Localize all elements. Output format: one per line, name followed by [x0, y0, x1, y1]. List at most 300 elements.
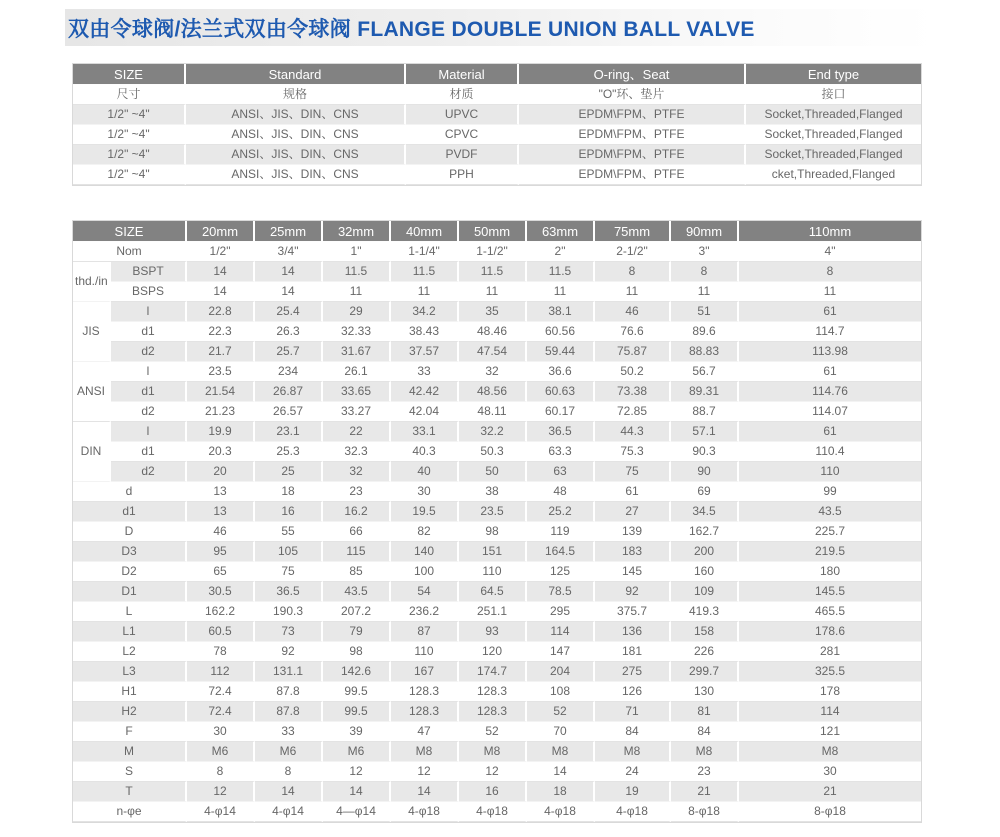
dim-value-cell: 225.7	[739, 522, 921, 542]
dim-value-cell: 8	[255, 762, 323, 782]
dim-value-cell: 12	[391, 762, 459, 782]
dim-value-cell: 23	[671, 762, 739, 782]
dim-value-cell: 21	[671, 782, 739, 802]
dim-column-header: 32mm	[323, 221, 391, 242]
dim-value-cell: 32	[323, 462, 391, 482]
spec-table-row	[73, 125, 921, 145]
dimension-table-row	[73, 662, 921, 682]
dim-row-label: l	[111, 422, 187, 442]
dim-value-cell: 181	[595, 642, 671, 662]
dim-row-label: D1	[73, 582, 187, 602]
spec-cell: EPDM\FPM、PTFE	[519, 145, 746, 165]
dim-value-cell: 33	[255, 722, 323, 742]
dim-value-cell: 2"	[527, 242, 595, 262]
dim-row-label: l	[111, 302, 187, 322]
spec-cell: EPDM\FPM、PTFE	[519, 105, 746, 125]
dim-value-cell: 25.2	[527, 502, 595, 522]
dim-value-cell: 114.76	[739, 382, 921, 402]
dim-value-cell: 16	[459, 782, 527, 802]
dimension-table	[72, 220, 922, 823]
dim-value-cell: 21	[739, 782, 921, 802]
dim-value-cell: 275	[595, 662, 671, 682]
dimension-table-body	[73, 242, 921, 822]
dim-value-cell: 112	[187, 662, 255, 682]
dim-value-cell: 226	[671, 642, 739, 662]
spec-table-row	[73, 145, 921, 165]
dim-value-cell: 11.5	[459, 262, 527, 282]
dim-value-cell: 18	[527, 782, 595, 802]
spec-table-subheader-row	[73, 85, 921, 105]
dimension-table-row	[73, 682, 921, 702]
dim-row-label: L2	[73, 642, 187, 662]
dim-value-cell: 54	[391, 582, 459, 602]
dimension-table-row	[73, 302, 921, 322]
dim-value-cell: 3/4"	[255, 242, 323, 262]
dim-value-cell: 8-φ18	[739, 802, 921, 822]
dimension-table-row	[73, 462, 921, 482]
dim-value-cell: 3"	[671, 242, 739, 262]
dimension-table-row	[73, 622, 921, 642]
dim-value-cell: 38.1	[527, 302, 595, 322]
dim-value-cell: 13	[187, 482, 255, 502]
dim-value-cell: 114.7	[739, 322, 921, 342]
spec-cell: PPH	[406, 165, 519, 185]
dim-value-cell: 12	[187, 782, 255, 802]
dim-value-cell: 16	[255, 502, 323, 522]
dim-value-cell: 73.38	[595, 382, 671, 402]
dim-value-cell: 72.4	[187, 702, 255, 722]
dim-value-cell: 158	[671, 622, 739, 642]
dim-value-cell: 114	[739, 702, 921, 722]
spec-column-subheader: "O"环、垫片	[519, 85, 746, 105]
spec-column-header: SIZE	[73, 64, 186, 85]
dim-value-cell: 35	[459, 302, 527, 322]
dim-value-cell: 95	[187, 542, 255, 562]
dim-value-cell: 19.9	[187, 422, 255, 442]
dim-value-cell: 70	[527, 722, 595, 742]
dimension-table-row	[73, 562, 921, 582]
spec-cell: Socket,Threaded,Flanged	[746, 105, 921, 125]
dim-value-cell: 50.2	[595, 362, 671, 382]
dim-row-label: d2	[111, 342, 187, 362]
dim-value-cell: 1-1/4"	[391, 242, 459, 262]
dim-value-cell: 207.2	[323, 602, 391, 622]
dimension-table-row	[73, 442, 921, 462]
dim-value-cell: M8	[459, 742, 527, 762]
dim-value-cell: 204	[527, 662, 595, 682]
dim-value-cell: 66	[323, 522, 391, 542]
dim-value-cell: 98	[323, 642, 391, 662]
dim-value-cell: M8	[739, 742, 921, 762]
dimension-table-row	[73, 762, 921, 782]
dim-value-cell: 14	[255, 282, 323, 302]
dim-value-cell: 73	[255, 622, 323, 642]
dim-value-cell: 14	[391, 782, 459, 802]
spec-column-subheader: 尺寸	[73, 85, 186, 105]
spec-cell: cket,Threaded,Flanged	[746, 165, 921, 185]
dim-value-cell: 55	[255, 522, 323, 542]
dim-row-label: L	[73, 602, 187, 622]
dim-value-cell: 88.83	[671, 342, 739, 362]
dim-value-cell: 87	[391, 622, 459, 642]
dimension-table-row	[73, 282, 921, 302]
dim-value-cell: 25	[255, 462, 323, 482]
dim-value-cell: 109	[671, 582, 739, 602]
dim-value-cell: 11	[459, 282, 527, 302]
dim-value-cell: 61	[739, 302, 921, 322]
dim-value-cell: 61	[595, 482, 671, 502]
dim-row-label: D	[73, 522, 187, 542]
dim-value-cell: 119	[527, 522, 595, 542]
dimension-table-row	[73, 262, 921, 282]
dim-value-cell: M8	[527, 742, 595, 762]
spec-column-subheader: 材质	[406, 85, 519, 105]
dim-value-cell: 48.11	[459, 402, 527, 422]
spec-cell: EPDM\FPM、PTFE	[519, 165, 746, 185]
dim-value-cell: 75	[595, 462, 671, 482]
dimension-table-row	[73, 602, 921, 622]
dim-value-cell: 110.4	[739, 442, 921, 462]
dimension-table-row	[73, 402, 921, 422]
spec-cell: EPDM\FPM、PTFE	[519, 125, 746, 145]
spec-cell: 1/2" ~4"	[73, 105, 186, 125]
dim-value-cell: 4-φ18	[595, 802, 671, 822]
dim-value-cell: 98	[459, 522, 527, 542]
dim-row-label: n-φe	[73, 802, 187, 822]
spec-cell: Socket,Threaded,Flanged	[746, 145, 921, 165]
dim-value-cell: M8	[671, 742, 739, 762]
dim-value-cell: 90	[671, 462, 739, 482]
dim-row-label: d1	[73, 502, 187, 522]
dim-value-cell: 30	[391, 482, 459, 502]
dim-value-cell: 120	[459, 642, 527, 662]
dimension-table-row	[73, 422, 921, 442]
dimension-table-row	[73, 362, 921, 382]
dim-row-label: L1	[73, 622, 187, 642]
dim-column-header: 25mm	[255, 221, 323, 242]
dim-row-label: M	[73, 742, 187, 762]
dim-value-cell: 36.5	[255, 582, 323, 602]
spec-column-header: Material	[406, 64, 519, 85]
spec-cell: Socket,Threaded,Flanged	[746, 125, 921, 145]
dim-value-cell: 4"	[739, 242, 921, 262]
dim-value-cell: 44.3	[595, 422, 671, 442]
dim-value-cell: 110	[739, 462, 921, 482]
dim-value-cell: 76.6	[595, 322, 671, 342]
dimension-table-row	[73, 322, 921, 342]
dim-value-cell: 19	[595, 782, 671, 802]
dimension-table-row	[73, 382, 921, 402]
dim-row-label: S	[73, 762, 187, 782]
dim-value-cell: 23.1	[255, 422, 323, 442]
spec-column-subheader: 规格	[186, 85, 406, 105]
dim-value-cell: 99	[739, 482, 921, 502]
dim-value-cell: 115	[323, 542, 391, 562]
dim-value-cell: 56.7	[671, 362, 739, 382]
dimension-table-row	[73, 742, 921, 762]
dim-value-cell: 61	[739, 422, 921, 442]
dim-value-cell: 75.87	[595, 342, 671, 362]
dim-value-cell: 108	[527, 682, 595, 702]
dim-value-cell: 24	[595, 762, 671, 782]
dim-value-cell: 26.87	[255, 382, 323, 402]
dim-value-cell: M8	[391, 742, 459, 762]
dim-value-cell: 128.3	[391, 682, 459, 702]
dim-value-cell: 281	[739, 642, 921, 662]
dim-column-header: 110mm	[739, 221, 921, 242]
dim-value-cell: 375.7	[595, 602, 671, 622]
dim-value-cell: 1"	[323, 242, 391, 262]
dim-value-cell: 26.3	[255, 322, 323, 342]
dim-value-cell: 4-φ14	[187, 802, 255, 822]
dim-value-cell: 465.5	[739, 602, 921, 622]
dim-value-cell: 99.5	[323, 682, 391, 702]
dim-value-cell: 142.6	[323, 662, 391, 682]
dim-value-cell: 12	[459, 762, 527, 782]
spec-table-row	[73, 165, 921, 185]
dim-value-cell: 72.4	[187, 682, 255, 702]
dim-value-cell: 23	[323, 482, 391, 502]
dim-value-cell: 87.8	[255, 682, 323, 702]
dim-row-label: D3	[73, 542, 187, 562]
dim-value-cell: 52	[527, 702, 595, 722]
dimension-table-row	[73, 502, 921, 522]
dim-value-cell: 110	[391, 642, 459, 662]
dimension-table-row	[73, 582, 921, 602]
spec-table-header-row	[73, 64, 921, 85]
spec-cell: CPVC	[406, 125, 519, 145]
dim-row-label: F	[73, 722, 187, 742]
dim-value-cell: 52	[459, 722, 527, 742]
dim-column-header: 63mm	[527, 221, 595, 242]
dim-value-cell: 48.56	[459, 382, 527, 402]
dim-value-cell: 60.56	[527, 322, 595, 342]
dim-row-label: H2	[73, 702, 187, 722]
dim-value-cell: 63.3	[527, 442, 595, 462]
dim-value-cell: 81	[671, 702, 739, 722]
dim-value-cell: 32.3	[323, 442, 391, 462]
dim-column-header: 20mm	[187, 221, 255, 242]
dim-value-cell: 48	[527, 482, 595, 502]
dim-value-cell: 46	[187, 522, 255, 542]
dim-value-cell: 4-φ18	[391, 802, 459, 822]
dim-value-cell: 61	[739, 362, 921, 382]
dim-column-header: 40mm	[391, 221, 459, 242]
spec-cell: ANSI、JIS、DIN、CNS	[186, 105, 406, 125]
dim-row-label: d1	[111, 442, 187, 462]
dim-value-cell: 4—φ14	[323, 802, 391, 822]
dim-value-cell: 46	[595, 302, 671, 322]
dim-row-label: D2	[73, 562, 187, 582]
dim-row-label: BSPT	[111, 262, 187, 282]
dim-value-cell: 20	[187, 462, 255, 482]
dim-value-cell: 140	[391, 542, 459, 562]
spec-column-header: Standard	[186, 64, 406, 85]
dim-value-cell: 78.5	[527, 582, 595, 602]
dim-value-cell: 32.33	[323, 322, 391, 342]
spec-cell: ANSI、JIS、DIN、CNS	[186, 165, 406, 185]
dim-value-cell: 36.5	[527, 422, 595, 442]
dim-value-cell: 87.8	[255, 702, 323, 722]
dim-value-cell: 29	[323, 302, 391, 322]
dimension-table-row	[73, 702, 921, 722]
dim-value-cell: 59.44	[527, 342, 595, 362]
spec-column-header: O-ring、Seat	[519, 64, 746, 85]
dim-value-cell: 100	[391, 562, 459, 582]
dim-value-cell: 36.6	[527, 362, 595, 382]
dim-value-cell: 2-1/2"	[595, 242, 671, 262]
dim-value-cell: 21.7	[187, 342, 255, 362]
dim-value-cell: 99.5	[323, 702, 391, 722]
dim-value-cell: 11	[739, 282, 921, 302]
dimension-table-header-row	[73, 221, 921, 242]
dim-value-cell: 1-1/2"	[459, 242, 527, 262]
dimension-table-row	[73, 782, 921, 802]
dim-value-cell: 30	[739, 762, 921, 782]
dimension-table-row	[73, 802, 921, 822]
dim-value-cell: 40.3	[391, 442, 459, 462]
dim-value-cell: 32	[459, 362, 527, 382]
dim-value-cell: 47.54	[459, 342, 527, 362]
dim-value-cell: 14	[255, 262, 323, 282]
dim-value-cell: 89.31	[671, 382, 739, 402]
spec-column-subheader: 接口	[746, 85, 921, 105]
dim-value-cell: 50	[459, 462, 527, 482]
dim-value-cell: 113.98	[739, 342, 921, 362]
dimension-table-row	[73, 522, 921, 542]
dim-value-cell: 22.8	[187, 302, 255, 322]
dim-value-cell: 128.3	[391, 702, 459, 722]
dim-value-cell: 43.5	[323, 582, 391, 602]
dim-column-header: 50mm	[459, 221, 527, 242]
dim-row-label: d2	[111, 402, 187, 422]
dim-value-cell: 22	[323, 422, 391, 442]
dim-value-cell: 139	[595, 522, 671, 542]
dim-value-cell: 60.5	[187, 622, 255, 642]
dim-value-cell: 48.46	[459, 322, 527, 342]
dim-row-label: d1	[111, 382, 187, 402]
dim-value-cell: 1/2"	[187, 242, 255, 262]
dim-value-cell: 14	[187, 282, 255, 302]
dim-row-label: d	[73, 482, 187, 502]
dim-value-cell: 34.2	[391, 302, 459, 322]
dim-value-cell: 11.5	[527, 262, 595, 282]
dim-value-cell: 12	[323, 762, 391, 782]
dim-value-cell: 64.5	[459, 582, 527, 602]
dim-value-cell: 33.65	[323, 382, 391, 402]
dim-column-header: 75mm	[595, 221, 671, 242]
dim-value-cell: 75.3	[595, 442, 671, 462]
dim-value-cell: 43.5	[739, 502, 921, 522]
spec-cell: PVDF	[406, 145, 519, 165]
dim-value-cell: 167	[391, 662, 459, 682]
dimension-table-row	[73, 542, 921, 562]
dim-value-cell: 164.5	[527, 542, 595, 562]
dim-value-cell: 37.57	[391, 342, 459, 362]
dimension-table-row	[73, 722, 921, 742]
dim-row-label: L3	[73, 662, 187, 682]
spec-cell: 1/2" ~4"	[73, 145, 186, 165]
dim-column-header: SIZE	[73, 221, 187, 242]
dim-value-cell: 19.5	[391, 502, 459, 522]
dim-value-cell: 57.1	[671, 422, 739, 442]
dim-value-cell: 126	[595, 682, 671, 702]
dim-row-label: Nom	[73, 242, 187, 262]
dim-value-cell: 114	[527, 622, 595, 642]
dim-value-cell: 295	[527, 602, 595, 622]
spec-cell: ANSI、JIS、DIN、CNS	[186, 125, 406, 145]
dim-value-cell: 47	[391, 722, 459, 742]
dim-value-cell: 26.57	[255, 402, 323, 422]
dim-value-cell: 178	[739, 682, 921, 702]
spec-cell: 1/2" ~4"	[73, 125, 186, 145]
dim-value-cell: 79	[323, 622, 391, 642]
dim-value-cell: 419.3	[671, 602, 739, 622]
dim-value-cell: 23.5	[187, 362, 255, 382]
dim-value-cell: 33	[391, 362, 459, 382]
dim-value-cell: 4-φ18	[459, 802, 527, 822]
dim-value-cell: 299.7	[671, 662, 739, 682]
page-title-cn: 双由令球阀/法兰式双由令球阀	[68, 18, 352, 41]
dim-value-cell: 147	[527, 642, 595, 662]
dim-value-cell: M6	[187, 742, 255, 762]
dim-row-label: H1	[73, 682, 187, 702]
dim-value-cell: 8-φ18	[671, 802, 739, 822]
dim-column-header: 90mm	[671, 221, 739, 242]
dim-row-label: l	[111, 362, 187, 382]
dimension-table-row	[73, 242, 921, 262]
dim-value-cell: 128.3	[459, 682, 527, 702]
dim-value-cell: 14	[187, 262, 255, 282]
dim-value-cell: 32.2	[459, 422, 527, 442]
dim-value-cell: 42.42	[391, 382, 459, 402]
spec-cell: UPVC	[406, 105, 519, 125]
dim-value-cell: 121	[739, 722, 921, 742]
spec-cell: ANSI、JIS、DIN、CNS	[186, 145, 406, 165]
dim-value-cell: 84	[671, 722, 739, 742]
dim-value-cell: 14	[527, 762, 595, 782]
dim-value-cell: 251.1	[459, 602, 527, 622]
dim-group-label: ANSI	[73, 362, 111, 422]
dim-value-cell: 136	[595, 622, 671, 642]
dim-group-label: JIS	[73, 302, 111, 362]
dim-value-cell: 13	[187, 502, 255, 522]
dim-value-cell: 82	[391, 522, 459, 542]
dim-value-cell: 14	[255, 782, 323, 802]
dim-value-cell: 38	[459, 482, 527, 502]
dim-value-cell: 11.5	[323, 262, 391, 282]
spec-table-row	[73, 105, 921, 125]
dimension-table-row	[73, 342, 921, 362]
dim-value-cell: 11	[671, 282, 739, 302]
dim-value-cell: 145.5	[739, 582, 921, 602]
dim-value-cell: 21.54	[187, 382, 255, 402]
dim-value-cell: 27	[595, 502, 671, 522]
dim-value-cell: 110	[459, 562, 527, 582]
dim-value-cell: 8	[187, 762, 255, 782]
dim-value-cell: 23.5	[459, 502, 527, 522]
dim-row-label: T	[73, 782, 187, 802]
dim-value-cell: 4-φ18	[527, 802, 595, 822]
dim-value-cell: 105	[255, 542, 323, 562]
dim-value-cell: 72.85	[595, 402, 671, 422]
dim-value-cell: 93	[459, 622, 527, 642]
dim-value-cell: 60.17	[527, 402, 595, 422]
dim-value-cell: 11.5	[391, 262, 459, 282]
dim-value-cell: 30	[187, 722, 255, 742]
dim-value-cell: 18	[255, 482, 323, 502]
dim-value-cell: 25.7	[255, 342, 323, 362]
